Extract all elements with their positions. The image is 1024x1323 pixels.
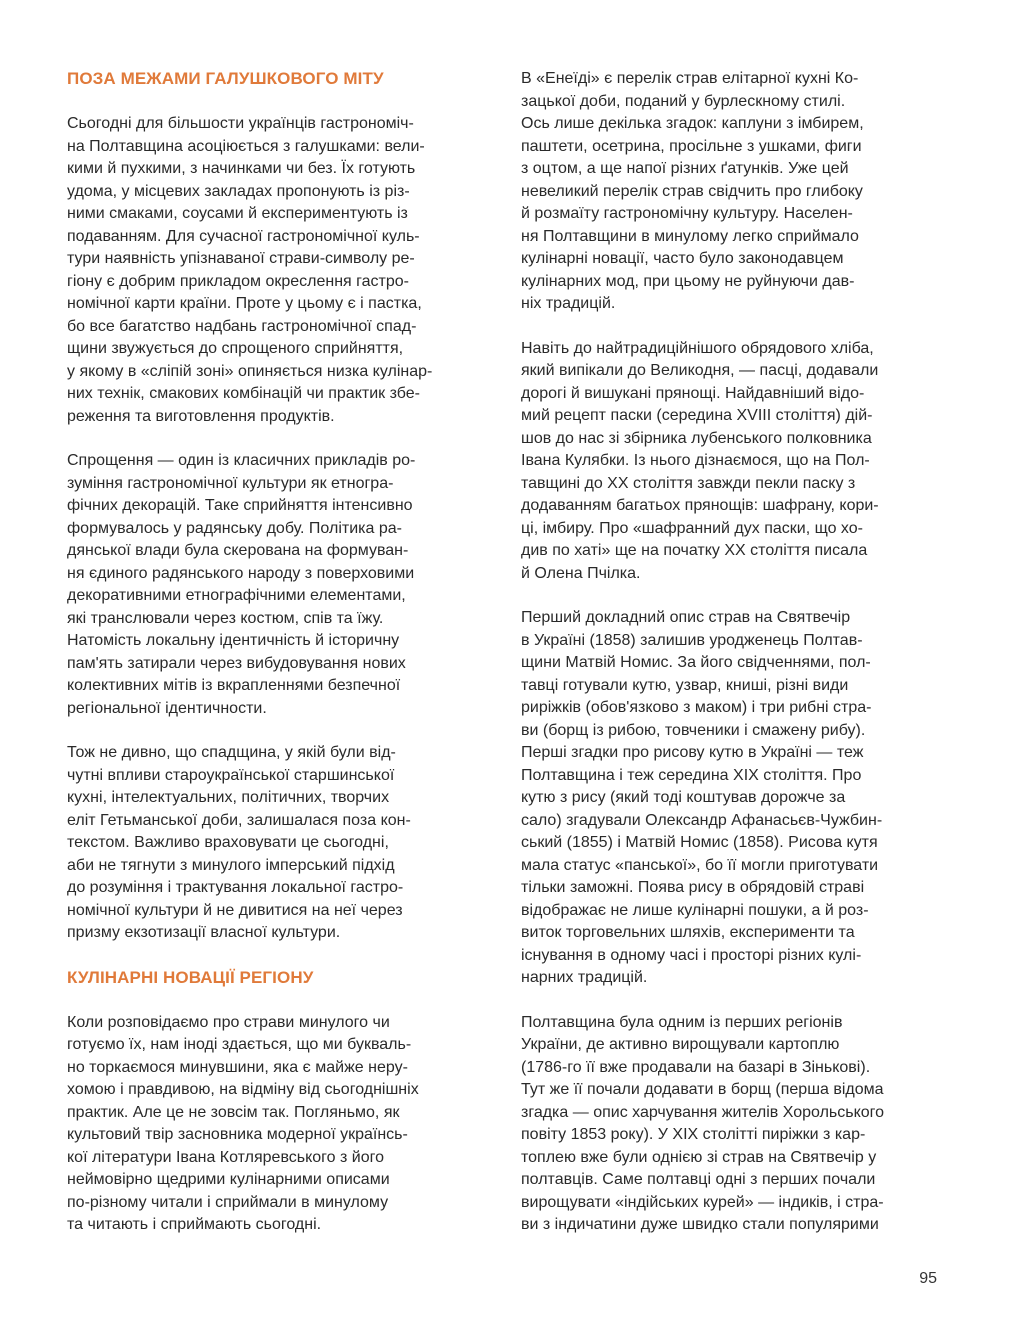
- section-heading-gastro-myth: ПОЗА МЕЖАМИ ГАЛУШКОВОГО МІТУ: [67, 69, 384, 88]
- paragraph: Спрощення — один із класичних прикладів ро- зуміння гастрономічної культури як етногра- фічних декорацій. Таке сприйняття інтенсивно формувалось у радянську добу. Політика ра- дянської влади була скерована на формуван- ня єдиного радянського народу з поверховими декоративними етнографічними елементами, які транслювали через костюм, спів та їжу. Натомість локальну ідентичність й історичну пам'ять затирали через вибудовування нових колективних мітів із вкрапленнями безпечної регіональної ідентичности.: [67, 452, 416, 717]
- left-column: [67, 68, 467, 1259]
- paragraph: Коли розповідаємо про страви минулого чи готуємо їх, нам іноді здається, що ми букваль- но торкаємося минувшини, яка є майже неру- хомою і правдивою, на відміну від сьогоднішніх практик. Але це не зовсім так. Погляньмо, як культовий твір засновника модерної українсь- кої літератури Івана Котляревського з його неймовірно щедрими кулінарними описами по-різному читали і сприймали в минулому та читають і сприймають сьогодні.: [67, 1013, 419, 1233]
- page-number: 95: [919, 1270, 937, 1287]
- paragraph: Тож не дивно, що спадщина, у якій були від- чутні впливи староукраїнської старшинської кухні, інтелектуальних, політичних, творчих еліт Гетьманської доби, залишалася поза кон- текстом. Важливо враховувати це сьогодні, аби не тягнути з минулого імперський підхід до розуміння і трактування локальної гастро- номічної культури й не дивитися на неї через призму екзотизації власної культури.: [67, 744, 411, 941]
- section-heading-culinary-innovations: КУЛІНАРНІ НОВАЦІЇ РЕГІОНУ: [67, 967, 314, 987]
- paragraph: Полтавщина була одним із перших регіонів України, де активно вирощували картоплю (1786-го її вже продавали на базарі в Зінькові). Тут же її почали додавати в борщ (перша відома згадка — опис харчування жителів Хорольського повіту 1853 року). У XIX столітті пиріжки з кар- топлею вже були однією зі страв на Святвечір у полтавців. Саме полтавці одні з перших почали вирощувати «індійських курей» — індиків, і стра- ви з індичатини дуже швидко стали популярими: [521, 1013, 885, 1233]
- right-column: [521, 68, 921, 1259]
- paragraph: Сьогодні для більшости українців гастрономіч- на Полтавщина асоціюється з галушками: вели- кими й пухкими, з начинками чи без. Їх готують удома, у місцевих закладах пропонують із різ- ними смаками, соусами й експериментують із подаванням. Для сучасної гастрономічної куль- тури наявність упізнаваної страви-символу ре- гіону є добрим прикладом окреслення гастро- номічної карти країни. Проте у цьому є і пастка, бо все багатство надбань гастрономічної спад- щини звужується до спрощеного сприйняття, у якому в «сліпій зоні» опиняється низка кулінар- них технік, смакових комбінацій чи практик збе- реження та виготовлення продуктів.: [67, 115, 433, 425]
- paragraph: Навіть до найтрадиційнішого обрядового хліба, який випікали до Великодня, — пасці, додавали дорогі й вишукані прянощі. Найдавніший відо- мий рецепт паски (середина XVIII століття) дій- шов до нас зі збірника лубенського полковника Івана Кулябки. Із нього дізнаємося, що на Пол- тавщині до XX століття завжди пекли паску з додаванням багатьох прянощів: шафрану, кори- ці, імбиру. Про «шафранний дух паски, що хо- див по хаті» ще на початку XX століття писала й Олена Пчілка.: [521, 339, 879, 582]
- paragraph: В «Енеїді» є перелік страв елітарної кухні Ко- зацької доби, поданий у бурлескному стилі. Ось лише декілька згадок: каплуни з імбирем, паштети, осетрина, просільне з ушками, фиги з оцтом, а ще напої різних ґатунків. Уже цей невеликий перелік страв свідчить про глибоку й розмаїту гастрономічну культуру. Населен- ня Полтавщини в минулому легко сприймало кулінарні новації, часто було законодавцем кулінарних мод, при цьому не руйнуючи дав- ніх традицій.: [521, 70, 864, 312]
- paragraph: Перший докладний опис страв на Святвечір в Україні (1858) залишив уродженець Полтав- щини Матвій Номис. За його свідченнями, пол- тавці готували кутю, узвар, книші, різні види pиріжків (обов'язково з маком) і три рибні стра- ви (борщ із рибою, товченики і смажену рибу). Перші згадки про рисову кутю в Україні — теж Полтавщина і теж середина XIX століття. Про кутю з рису (який тоді коштував дорожче за сало) згадували Олександр Афанасьєв-Чужбин- ський (1855) і Матвій Номис (1858). Рисова кутя мала статус «панської», бо її могли приготувати тільки заможні. Поява рису в обрядовій страві відображає не лише кулінарні пошуки, а й роз- виток торговельних шляхів, експерименти та існування в одному часі і просторі різних кулі- нарних традицій.: [521, 609, 883, 986]
